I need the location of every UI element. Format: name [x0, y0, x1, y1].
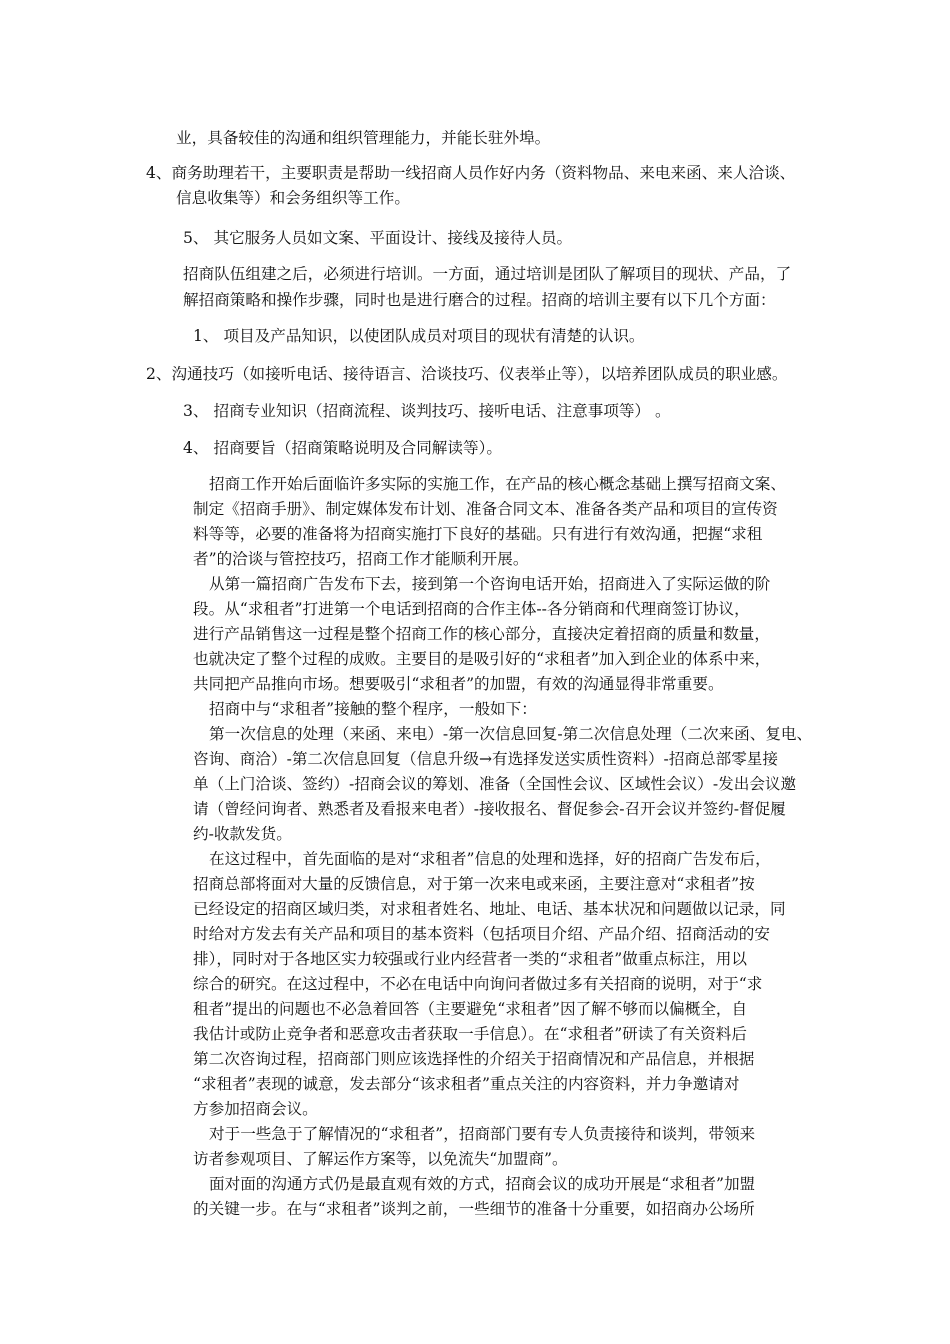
- text-line: 招商总部将面对大量的反馈信息，对于第一次来电或来函，主要注意对“求租者”按: [193, 875, 755, 893]
- text-line: 从第一篇招商广告发布下去，接到第一个咨询电话开始，招商进入了实际运做的阶: [209, 575, 771, 593]
- text-line: 方参加招商会议。: [193, 1100, 318, 1118]
- text-line: 时给对方发去有关产品和项目的基本资料（包括项目介绍、产品介绍、招商活动的安: [193, 925, 770, 943]
- text-line: 1、 项目及产品知识，以使团队成员对项目的现状有清楚的认识。: [193, 327, 645, 345]
- text-line: 制定《招商手册》、制定媒体发布计划、准备合同文本、准备各类产品和项目的宣传资: [193, 500, 778, 518]
- text-line: 综合的研究。在这过程中，不必在电话中向询问者做过多有关招商的说明，对于“求: [193, 975, 763, 993]
- text-line: 也就决定了整个过程的成败。主要目的是吸引好的“求租者”加入到企业的体系中来，: [193, 650, 771, 668]
- text-line: 租者”提出的问题也不必急着回答（主要避免“求租者”因了解不够而以偏概全，自: [193, 1000, 748, 1018]
- text-line: 已经设定的招商区域归类，对求租者姓名、地址、电话、基本状况和问题做以记录，同: [193, 900, 786, 918]
- text-line: 进行产品销售这一过程是整个招商工作的核心部分，直接决定着招商的质量和数量，: [193, 625, 770, 643]
- text-line: 第一次信息的处理（来函、来电）-第一次信息回复-第二次信息处理（二次来函、复电、: [209, 725, 813, 743]
- text-line: 招商工作开始后面临许多实际的实施工作，在产品的核心概念基础上撰写招商文案、: [209, 475, 786, 493]
- text-line: 单（上门洽谈、签约）-招商会议的筹划、准备（全国性会议、区域性会议）-发出会议邀: [193, 775, 797, 793]
- text-line: 3、 招商专业知识（招商流程、谈判技巧、接听电话、注意事项等） 。: [183, 402, 671, 420]
- text-line: 段。从“求租者”打进第一个电话到招商的合作主体--各分销商和代理商签订协议，: [193, 600, 750, 618]
- text-line: 咨询、商洽）-第二次信息回复（信息升级→有选择发送实质性资料）-招商总部零星接: [193, 750, 778, 768]
- text-line: 解招商策略和操作步骤，同时也是进行磨合的过程。招商的培训主要有以下几个方面：: [183, 291, 776, 309]
- text-line: 第二次咨询过程，招商部门则应该选择性的介绍关于招商情况和产品信息，并根据: [193, 1050, 755, 1068]
- text-line: 我估计或防止竞争者和恶意攻击者获取一手信息）。在“求租者”研读了有关资料后: [193, 1025, 747, 1043]
- text-line: 5、 其它服务人员如文案、平面设计、接线及接待人员。: [183, 229, 573, 247]
- text-line: 排），同时对于各地区实力较强或行业内经营者一类的“求租者”做重点标注，用以: [193, 950, 747, 968]
- text-line: 面对面的沟通方式仍是最直观有效的方式，招商会议的成功开展是“求租者”加盟: [209, 1175, 756, 1193]
- text-line: 请（曾经问询者、熟悉者及看报来电者）-接收报名、督促参会-召开会议并签约-督促履: [193, 800, 786, 818]
- text-line: 共同把产品推向市场。想要吸引“求租者”的加盟，有效的沟通显得非常重要。: [193, 675, 724, 693]
- text-line: 在这过程中，首先面临的是对“求租者”信息的处理和选择，好的招商广告发布后，: [209, 850, 771, 868]
- text-line: 对于一些急于了解情况的“求租者”，招商部门要有专人负责接待和谈判，带领来: [209, 1125, 756, 1143]
- text-line: “求租者”表现的诚意，发去部分“该求租者”重点关注的内容资料，并力争邀请对: [193, 1075, 740, 1093]
- text-line: 信息收集等）和会务组织等工作。: [176, 189, 410, 207]
- text-line: 招商中与“求租者”接触的整个程序，一般如下：: [209, 700, 537, 718]
- text-line: 4、商务助理若干，主要职责是帮助一线招商人员作好内务（资料物品、来电来函、来人洽谈、: [146, 164, 796, 182]
- text-line: 2、沟通技巧（如接听电话、接待语言、洽谈技巧、仪表举止等），以培养团队成员的职业感。: [146, 365, 788, 383]
- text-line: 招商队伍组建之后，必须进行培训。一方面，通过培训是团队了解项目的现状、产品，了: [183, 265, 792, 283]
- text-line: 4、 招商要旨（招商策略说明及合同解读等）。: [183, 439, 502, 457]
- text-line: 约-收款发货。: [193, 825, 292, 843]
- text-line: 业，具备较佳的沟通和组织管理能力，并能长驻外埠。: [176, 129, 551, 147]
- text-line: 料等等，必要的准备将为招商实施打下良好的基础。只有进行有效沟通，把握“求租: [193, 525, 763, 543]
- text-line: 者”的洽谈与管控技巧，招商工作才能顺利开展。: [193, 550, 529, 568]
- text-line: 访者参观项目、了解运作方案等，以免流失“加盟商”。: [193, 1150, 568, 1168]
- text-line: 的关键一步。在与“求租者”谈判之前，一些细节的准备十分重要，如招商办公场所: [193, 1200, 755, 1218]
